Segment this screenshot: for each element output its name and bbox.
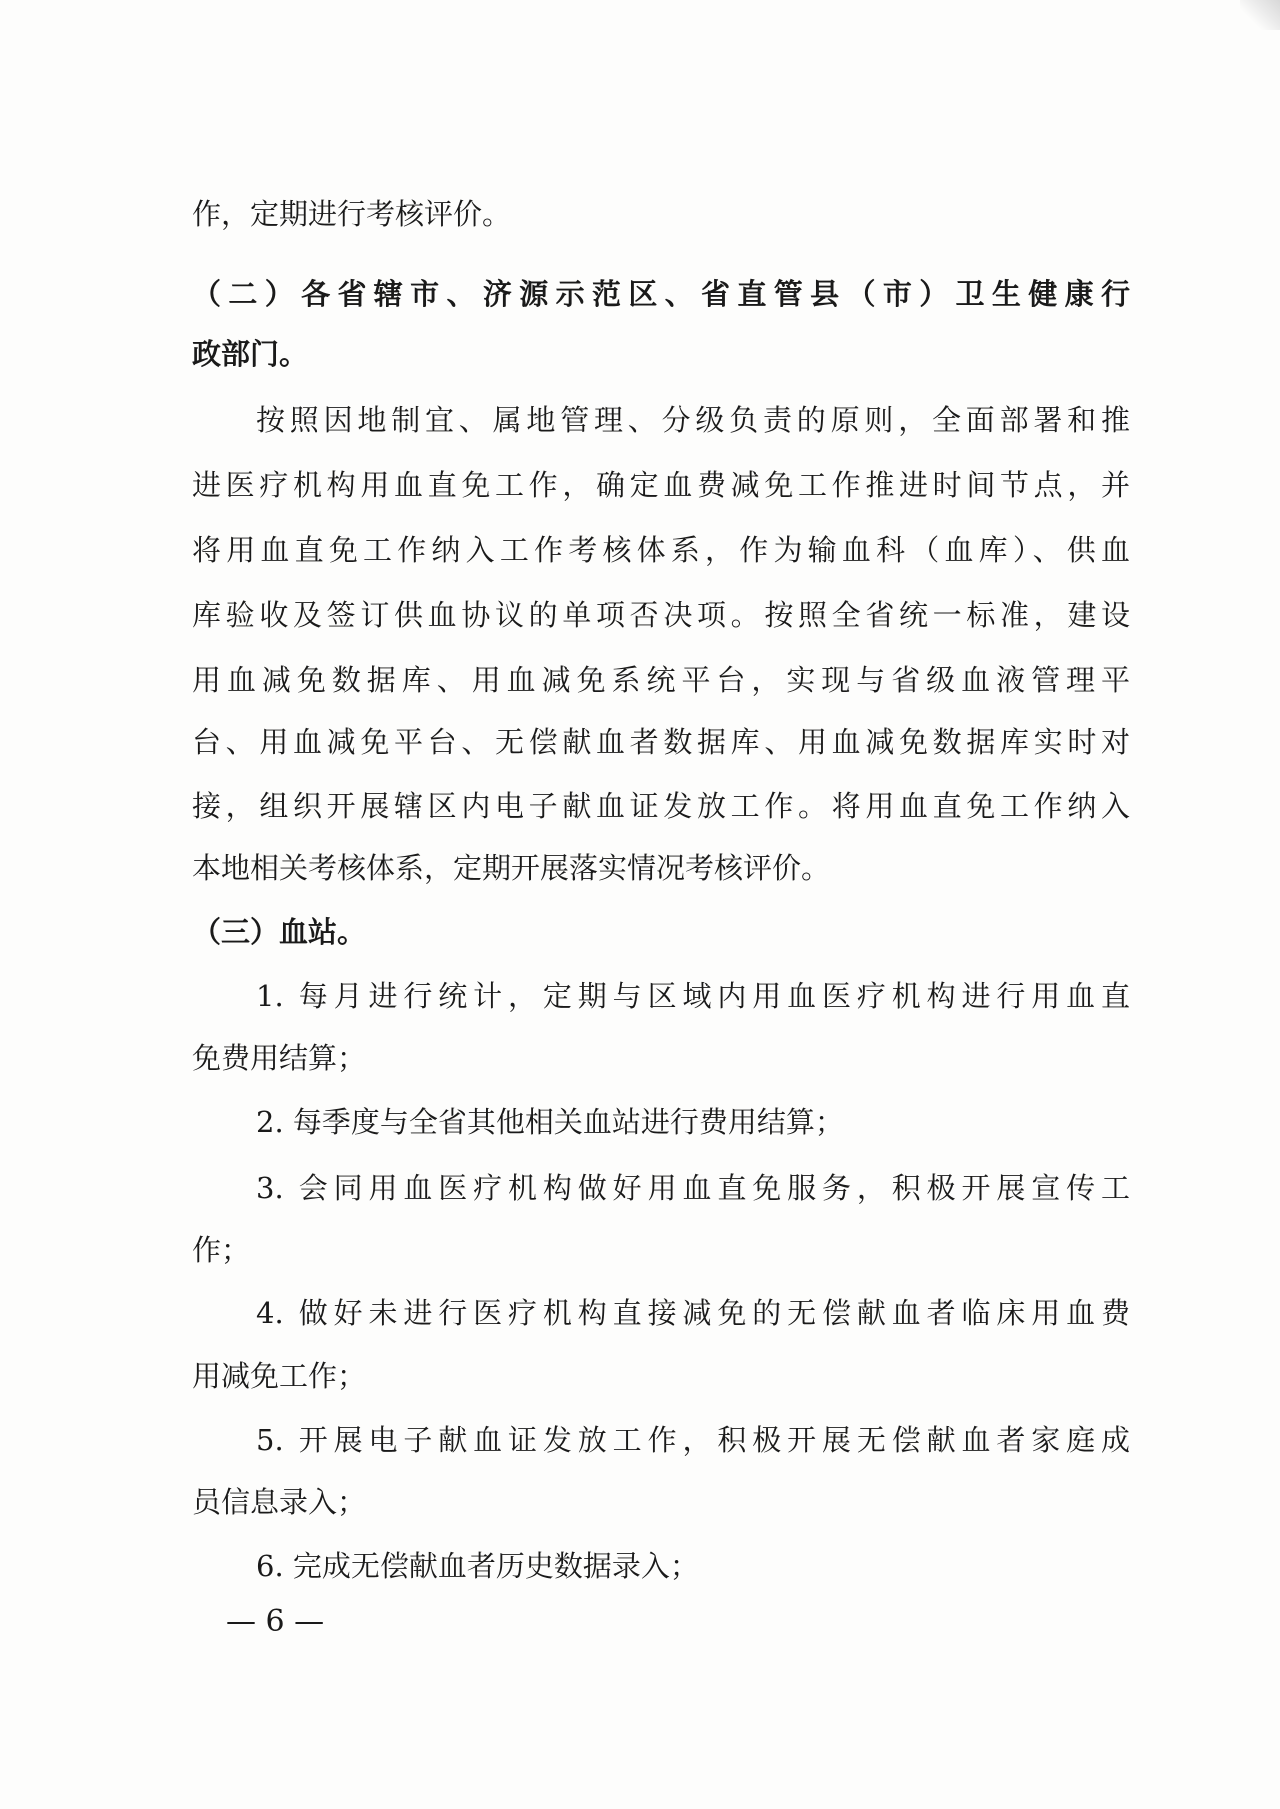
body-line-1: 作，定期进行考核评价。 [192,197,512,231]
list-item-3-cont: 作； [192,1233,251,1267]
page-number: — 6 — [226,1604,325,1639]
section-heading-3: （三）血站。 [192,915,367,949]
list-item-4-cont: 用减免工作； [192,1359,367,1393]
body-line-5: 进医疗机构用血直免工作，确定血费减免工作推进时间节点，并 [192,468,1130,502]
section-heading-2: （二）各省辖市、济源示范区、省直管县（市）卫生健康行 [192,277,1130,311]
list-item-1: 1. 每月进行统计，定期与区域内用血医疗机构进行用血直 [256,979,1130,1013]
body-line-6: 将用血直免工作纳入工作考核体系，作为输血科（血库）、供血 [192,533,1130,567]
list-item-2: 2. 每季度与全省其他相关血站进行费用结算； [256,1105,844,1139]
list-item-5: 5. 开展电子献血证发放工作，积极开展无偿献血者家庭成 [256,1423,1130,1457]
body-line-11: 本地相关考核体系，定期开展落实情况考核评价。 [192,851,831,885]
section-heading-2-cont: 政部门。 [192,337,309,371]
scan-corner-mark [1240,0,1280,30]
body-line-8: 用血减免数据库、用血减免系统平台，实现与省级血液管理平 [192,663,1130,697]
body-line-9: 台、用血减免平台、无偿献血者数据库、用血减免数据库实时对 [192,725,1130,759]
list-item-6: 6. 完成无偿献血者历史数据录入； [256,1549,699,1583]
body-line-4: 按照因地制宜、属地管理、分级负责的原则，全面部署和推 [256,403,1130,437]
list-item-5-cont: 员信息录入； [192,1485,367,1519]
list-item-1-cont: 免费用结算； [192,1041,367,1075]
list-item-4: 4. 做好未进行医疗机构直接减免的无偿献血者临床用血费 [256,1296,1130,1330]
body-line-7: 库验收及签订供血协议的单项否决项。按照全省统一标准，建设 [192,598,1130,632]
list-item-3: 3. 会同用血医疗机构做好用血直免服务，积极开展宣传工 [256,1171,1130,1205]
body-line-10: 接，组织开展辖区内电子献血证发放工作。将用血直免工作纳入 [192,789,1130,823]
